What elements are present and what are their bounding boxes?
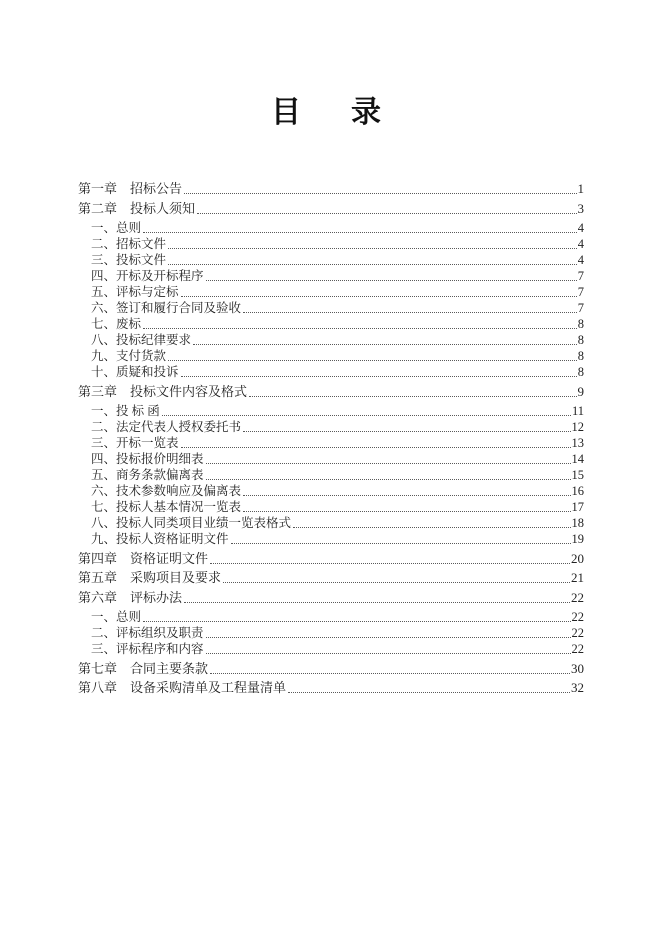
toc-chapter-entry [78,590,584,606]
toc-sub-entry [78,268,584,284]
toc-entry-page: 15 [571,468,584,482]
dot-leader [247,384,577,400]
toc-entry-label: 三、开标一览表 [91,436,179,450]
dot-leader [160,403,572,419]
dot-leader [195,201,577,217]
toc-chapter-entry [78,570,584,586]
dot-leader [179,364,578,380]
toc-entry-page: 7 [577,285,584,299]
toc-sub-entry [78,531,584,547]
toc-entry-label: 五、商务条款偏离表 [91,468,204,482]
toc-entry-page: 8 [577,333,584,347]
toc-entry-page: 20 [571,550,584,566]
dot-leader [229,531,572,547]
toc-chapter-entry [78,680,584,696]
toc-entry-label: 三、投标文件 [91,253,167,267]
toc-entry-label: 十、质疑和投诉 [91,365,179,379]
page-title: 目 录 [271,96,391,129]
toc-chapter-entry [78,551,584,567]
dot-leader [166,252,578,268]
toc-entry-label: 一、总则 [91,221,142,235]
toc-entry-page: 8 [577,349,584,363]
toc-entry-page: 22 [571,626,584,640]
toc-entry-label: 八、投标纪律要求 [91,333,192,347]
toc-entry-label: 一、总则 [91,610,142,624]
toc-sub-entry [78,300,584,316]
dot-leader [182,181,577,197]
toc-sub-entry [78,451,584,467]
toc-entry-page: 4 [577,221,584,235]
toc-entry-page: 3 [577,200,584,216]
toc-entry-label: 六、技术参数响应及偏离表 [91,484,242,498]
toc-sub-entry [78,316,584,332]
toc-chapter-entry [78,201,584,217]
toc-entry-label: 第一章 招标公告 [78,181,183,196]
toc-sub-entry [78,641,584,657]
toc-sub-entry [78,467,584,483]
toc-entry-page: 21 [571,570,584,585]
toc-entry-label: 第四章 资格证明文件 [78,550,209,566]
toc-entry-page: 7 [577,269,584,283]
toc-entry-page: 4 [577,253,584,267]
toc-sub-entry [78,252,584,268]
toc-entry-page: 18 [571,516,584,530]
toc-entry-page: 8 [577,365,584,379]
toc-entry-label: 四、投标报价明细表 [91,452,204,466]
dot-leader [191,332,578,348]
dot-leader [204,641,572,657]
toc-entry-label: 六、签订和履行合同及验收 [91,301,242,315]
toc-entry-label: 七、废标 [91,317,142,331]
dot-leader [241,419,571,435]
toc-entry-label: 第二章 投标人须知 [78,200,196,216]
toc-entry-label: 七、投标人基本情况一览表 [91,500,242,514]
toc-entry-label: 九、支付货款 [91,349,167,363]
dot-leader [208,551,571,567]
toc-sub-entry [78,499,584,515]
toc-chapter-entry [78,384,584,400]
toc-entry-page: 11 [571,404,584,418]
toc-entry-label: 第六章 评标办法 [78,589,183,605]
toc-sub-entry [78,483,584,499]
toc-entry-page: 12 [571,420,584,434]
toc-sub-entry [78,435,584,451]
toc-entry-label: 第七章 合同主要条款 [78,660,209,676]
toc-entry-label: 一、投 标 函 [91,404,160,418]
toc-sub-entry [78,236,584,252]
toc-entry-label: 第八章 设备采购清单及工程量清单 [78,680,287,695]
toc-entry-label: 五、评标与定标 [91,285,179,299]
toc-entry-page: 1 [577,181,584,196]
toc-entry-page: 19 [571,532,584,546]
dot-leader [179,435,572,451]
toc-entry-page: 8 [577,317,584,331]
toc-entry-page: 14 [571,452,584,466]
dot-leader [241,483,571,499]
toc-entry-page: 16 [571,484,584,498]
toc-sub-entry [78,403,584,419]
toc-entry-page: 17 [571,500,584,514]
toc-entry-page: 7 [577,301,584,315]
toc-entry-label: 三、评标程序和内容 [91,642,204,656]
toc-chapter-entry [78,181,584,197]
toc-entry-label: 九、投标人资格证明文件 [91,532,229,546]
toc-sub-entry [78,625,584,641]
dot-leader [141,220,578,236]
toc-entry-label: 四、开标及开标程序 [91,269,204,283]
dot-leader [241,300,578,316]
toc-entry-page: 32 [571,680,584,695]
dot-leader [141,316,578,332]
toc-entry-page: 30 [571,660,584,676]
dot-leader [166,348,578,364]
dot-leader [182,590,571,606]
toc-sub-entry [78,364,584,380]
toc-entry-label: 二、法定代表人授权委托书 [91,420,242,434]
dot-leader [208,661,571,677]
dot-leader [286,680,571,696]
toc-sub-entry [78,419,584,435]
dot-leader [204,268,578,284]
toc-entry-page: 4 [577,237,584,251]
dot-leader [291,515,571,531]
toc-entry-page: 22 [571,589,584,605]
toc-entry-page: 22 [571,642,584,656]
dot-leader [221,570,571,586]
toc-sub-entry [78,220,584,236]
toc-entry-page: 9 [577,383,584,399]
toc-entry-label: 第五章 采购项目及要求 [78,570,222,585]
toc-entry-label: 第三章 投标文件内容及格式 [78,383,248,399]
toc-sub-entry [78,332,584,348]
dot-leader [166,236,578,252]
toc-sub-entry [78,515,584,531]
toc-sub-entry [78,284,584,300]
dot-leader [141,609,571,625]
toc-entry-label: 八、投标人同类项目业绩一览表格式 [91,516,292,530]
dot-leader [204,451,572,467]
toc-chapter-entry [78,661,584,677]
dot-leader [204,467,572,483]
dot-leader [179,284,578,300]
toc-entry-page: 13 [571,436,584,450]
dot-leader [241,499,571,515]
toc-entry-label: 二、招标文件 [91,237,167,251]
toc-entry-label: 二、评标组织及职责 [91,626,204,640]
toc-sub-entry [78,348,584,364]
dot-leader [204,625,572,641]
toc-entry-page: 22 [571,610,584,624]
toc-list [78,181,584,696]
toc-sub-entry [78,609,584,625]
